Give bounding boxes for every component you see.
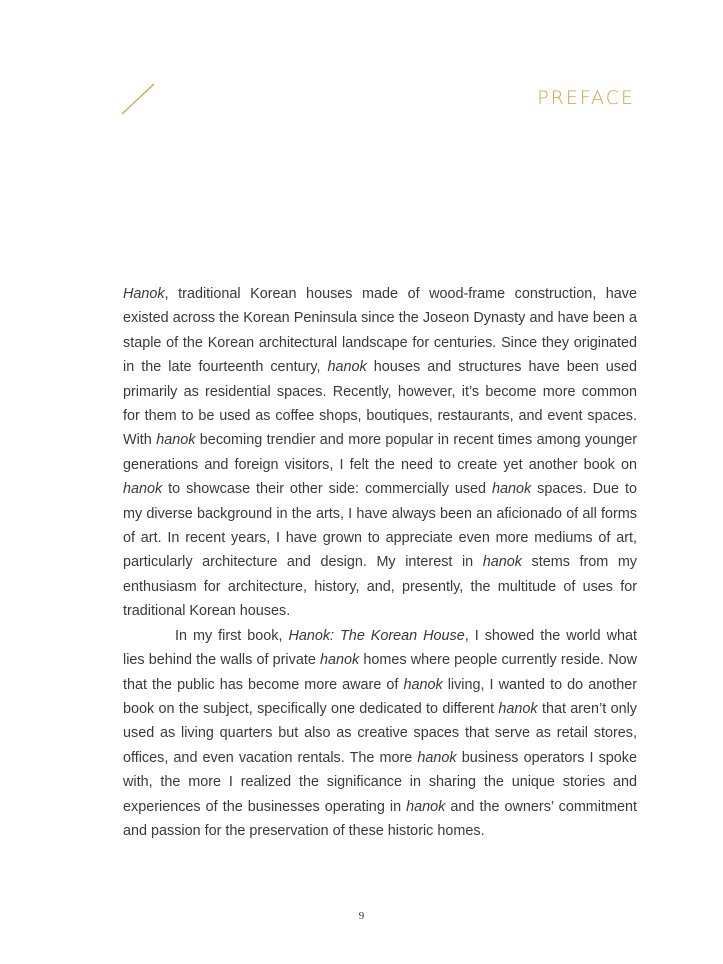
text-run: stems from my enthusiasm for architecture, history, and, presently, the multitude of uses for traditional Korean houses. [123,554,637,620]
italic-term: hanok [403,676,443,693]
italic-term: hanok [123,481,163,498]
diagonal-slash-icon [121,83,155,115]
text-run: spaces. Due to my diverse background in the arts, I have always been an aficionado of all forms of art. In recent years, I have grown to appreciate even more mediums of art, particularly architecture and design. My interest in [123,481,637,571]
page-number: 9 [358,910,365,922]
italic-term: Hanok [123,286,165,302]
text-run: In my first book, [175,627,289,644]
text-run: homes where people currently reside. Now that the public has become more aware of [123,652,637,693]
italic-term: hanok [417,749,457,766]
italic-term: hanok [498,700,538,717]
italic-term: Hanok: The Korean House [288,627,465,644]
italic-term: hanok [482,554,522,571]
italic-term: hanok [491,481,532,498]
text-run: houses and structures have been used primarily as residential spaces. Recently, however, it’s become more common for them to be used as coffee shops, boutiques, restaurants, and event spaces. With [123,359,637,449]
preface-body [123,282,637,843]
text-run: business operators I spoke with, the more I realized the significance in sharing the unique stories and experiences of the businesses operating in [123,749,637,815]
text-run: , I showed the world what lies behind the walls of private [123,627,638,669]
text-run: becoming trendier and more popular in recent times among younger generations and foreign visitors, I felt the need to create yet another book on [123,432,637,473]
italic-term: hanok [320,652,360,669]
page-title: PREFACE [537,87,635,109]
preface-paragraph-1 [123,282,637,624]
text-run: to showcase their other side: commercially used [162,481,492,498]
italic-term: hanok [327,359,367,376]
italic-term: hanok [156,432,196,449]
italic-term: hanok [406,798,446,815]
text-run: that aren’t only used as living quarters but also as creative spaces that serve as retail stores, offices, and even vacation rentals. The more [123,700,637,766]
text-run: and the owners’ commitment and passion for the preservation of these historic homes. [123,798,637,839]
text-run: living, I wanted to do another book on the subject, specifically one dedicated to different [123,676,637,717]
preface-paragraph-2 [123,624,637,844]
text-run: , traditional Korean houses made of wood-frame construction, have existed across the Korean Peninsula since the Joseon Dynasty and have been a staple of the Korean architectural landscape for centuries. Since they originated in the late fourteenth century, [123,286,637,376]
